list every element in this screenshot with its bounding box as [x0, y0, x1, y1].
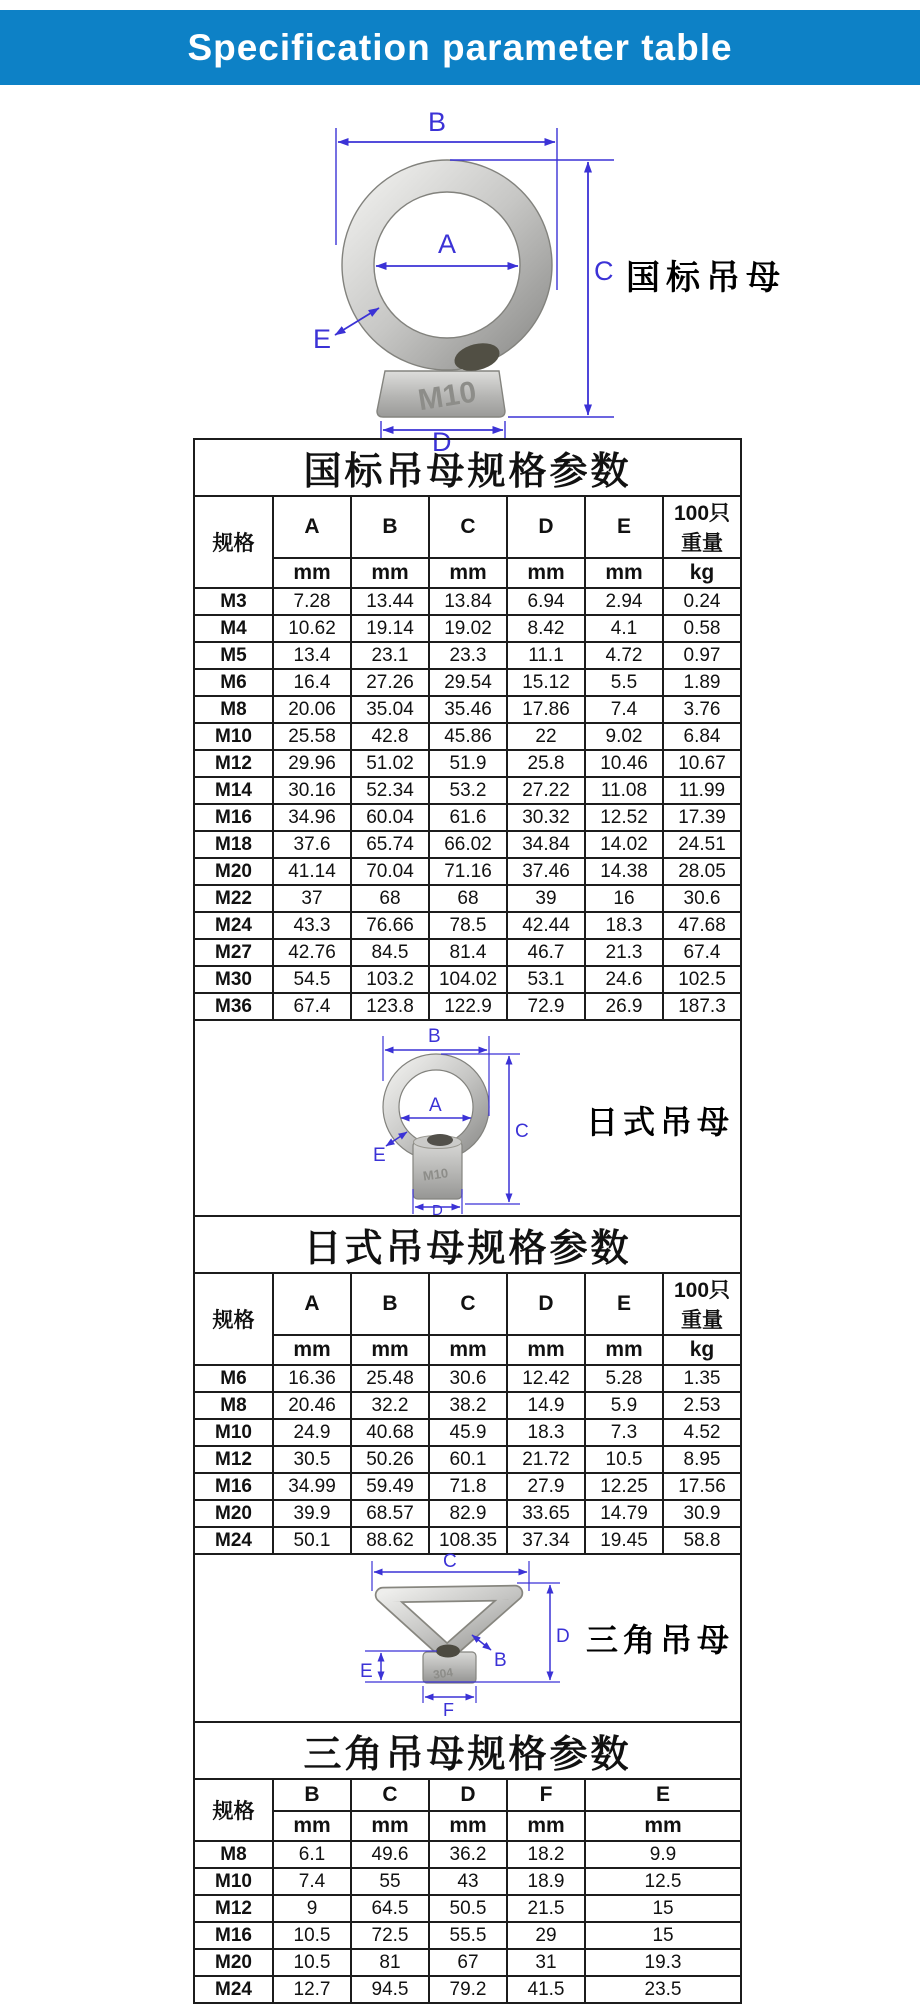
value-cell: 67 — [429, 1949, 507, 1976]
dim-label-e: E — [373, 1145, 386, 1166]
value-cell: 55.5 — [429, 1922, 507, 1949]
value-cell: 78.5 — [429, 912, 507, 939]
table-row — [194, 1895, 741, 1922]
unit-header: mm — [585, 1811, 741, 1841]
dim-label-e: E — [313, 324, 332, 354]
value-cell: 12.5 — [585, 1868, 741, 1895]
value-cell: 37.6 — [273, 831, 351, 858]
spec-cell: M20 — [194, 1949, 273, 1976]
value-cell: 5.5 — [585, 669, 663, 696]
spec-cell: M18 — [194, 831, 273, 858]
value-cell: 187.3 — [663, 993, 741, 1020]
size-marking: M10 — [415, 375, 479, 418]
value-cell: 49.6 — [351, 1841, 429, 1868]
title-banner — [0, 10, 920, 85]
value-cell: 1.89 — [663, 669, 741, 696]
value-cell: 12.25 — [585, 1473, 663, 1500]
column-header: B — [351, 1273, 429, 1335]
value-cell: 25.8 — [507, 750, 585, 777]
value-cell: 68.57 — [351, 1500, 429, 1527]
spec-cell: M24 — [194, 912, 273, 939]
column-header: F — [507, 1779, 585, 1811]
value-cell: 12.42 — [507, 1365, 585, 1392]
value-cell: 14.38 — [585, 858, 663, 885]
value-cell: 72.5 — [351, 1922, 429, 1949]
value-cell: 27.22 — [507, 777, 585, 804]
value-cell: 39 — [507, 885, 585, 912]
value-cell: 0.24 — [663, 588, 741, 615]
value-cell: 5.9 — [585, 1392, 663, 1419]
value-cell: 40.68 — [351, 1419, 429, 1446]
value-cell: 37.34 — [507, 1527, 585, 1554]
value-cell: 45.86 — [429, 723, 507, 750]
value-cell: 71.16 — [429, 858, 507, 885]
value-cell: 24.51 — [663, 831, 741, 858]
value-cell: 34.99 — [273, 1473, 351, 1500]
value-cell: 68 — [429, 885, 507, 912]
spec-cell: M24 — [194, 1527, 273, 1554]
value-cell: 38.2 — [429, 1392, 507, 1419]
value-cell: 58.8 — [663, 1527, 741, 1554]
value-cell: 18.3 — [585, 912, 663, 939]
value-cell: 52.34 — [351, 777, 429, 804]
unit-header: kg — [663, 558, 741, 588]
value-cell: 67.4 — [663, 939, 741, 966]
value-cell: 30.6 — [663, 885, 741, 912]
column-header: A — [273, 1273, 351, 1335]
value-cell: 20.06 — [273, 696, 351, 723]
spec-cell: M6 — [194, 1365, 273, 1392]
unit-header: mm — [507, 1811, 585, 1841]
value-cell: 88.62 — [351, 1527, 429, 1554]
table-row — [194, 1473, 741, 1500]
value-cell: 14.79 — [585, 1500, 663, 1527]
column-header: C — [429, 1273, 507, 1335]
value-cell: 0.97 — [663, 642, 741, 669]
unit-header: mm — [273, 558, 351, 588]
table-title-triangle: 三角吊母规格参数 — [194, 1722, 741, 1779]
spec-tables-stack — [193, 438, 740, 2004]
unit-header: mm — [351, 1335, 429, 1365]
value-cell: 50.5 — [429, 1895, 507, 1922]
spec-cell: M14 — [194, 777, 273, 804]
value-cell: 34.84 — [507, 831, 585, 858]
value-cell: 16.4 — [273, 669, 351, 696]
column-header: C — [429, 496, 507, 558]
value-cell: 13.4 — [273, 642, 351, 669]
value-cell: 30.9 — [663, 1500, 741, 1527]
value-cell: 68 — [351, 885, 429, 912]
value-cell: 21.3 — [585, 939, 663, 966]
table-row — [194, 1527, 741, 1554]
value-cell: 43.3 — [273, 912, 351, 939]
table-row — [194, 804, 741, 831]
value-cell: 5.28 — [585, 1365, 663, 1392]
spec-cell: M3 — [194, 588, 273, 615]
value-cell: 3.76 — [663, 696, 741, 723]
unit-header: mm — [429, 1811, 507, 1841]
value-cell: 13.84 — [429, 588, 507, 615]
value-cell: 21.72 — [507, 1446, 585, 1473]
value-cell: 17.56 — [663, 1473, 741, 1500]
table-row — [194, 1976, 741, 2003]
table-row — [194, 1500, 741, 1527]
value-cell: 15 — [585, 1922, 741, 1949]
table-row — [194, 669, 741, 696]
value-cell: 9.02 — [585, 723, 663, 750]
value-cell: 32.2 — [351, 1392, 429, 1419]
spec-cell: M8 — [194, 1841, 273, 1868]
value-cell: 12.7 — [273, 1976, 351, 2003]
column-header: E — [585, 1273, 663, 1335]
unit-header: mm — [585, 558, 663, 588]
value-cell: 81 — [351, 1949, 429, 1976]
value-cell: 33.65 — [507, 1500, 585, 1527]
threaded-hole — [427, 1134, 453, 1146]
column-header: C — [351, 1779, 429, 1811]
value-cell: 50.26 — [351, 1446, 429, 1473]
column-header: B — [273, 1779, 351, 1811]
value-cell: 0.58 — [663, 615, 741, 642]
table-row — [194, 1365, 741, 1392]
value-cell: 15.12 — [507, 669, 585, 696]
figure-japanese-eye-nut — [194, 1020, 741, 1219]
value-cell: 4.52 — [663, 1419, 741, 1446]
value-cell: 71.8 — [429, 1473, 507, 1500]
dim-label-a: A — [429, 1095, 442, 1116]
spec-cell: M12 — [194, 1895, 273, 1922]
spec-cell: M22 — [194, 885, 273, 912]
value-cell: 103.2 — [351, 966, 429, 993]
value-cell: 23.3 — [429, 642, 507, 669]
value-cell: 16.36 — [273, 1365, 351, 1392]
value-cell: 19.3 — [585, 1949, 741, 1976]
value-cell: 65.74 — [351, 831, 429, 858]
value-cell: 28.05 — [663, 858, 741, 885]
value-cell: 30.5 — [273, 1446, 351, 1473]
value-cell: 7.4 — [273, 1868, 351, 1895]
value-cell: 24.6 — [585, 966, 663, 993]
spec-cell: M16 — [194, 1922, 273, 1949]
table-body-triangle — [194, 1841, 741, 2003]
column-header-weight: 100只重量 — [663, 1273, 741, 1335]
unit-header: mm — [507, 1335, 585, 1365]
value-cell: 27.26 — [351, 669, 429, 696]
value-cell: 30.32 — [507, 804, 585, 831]
value-cell: 50.1 — [273, 1527, 351, 1554]
value-cell: 122.9 — [429, 993, 507, 1020]
table-row — [194, 939, 741, 966]
value-cell: 9 — [273, 1895, 351, 1922]
spec-cell: M16 — [194, 804, 273, 831]
column-header-spec: 规格 — [194, 1273, 273, 1365]
value-cell: 30.6 — [429, 1365, 507, 1392]
dim-label-c: C — [594, 256, 614, 286]
value-cell: 8.95 — [663, 1446, 741, 1473]
value-cell: 29.96 — [273, 750, 351, 777]
value-cell: 18.2 — [507, 1841, 585, 1868]
value-cell: 29.54 — [429, 669, 507, 696]
figure-caption-japanese: 日式吊母 — [586, 1104, 735, 1140]
table-row — [194, 777, 741, 804]
size-marking: 304 — [432, 1665, 454, 1682]
table-row — [194, 642, 741, 669]
spec-cell: M5 — [194, 642, 273, 669]
spec-cell: M20 — [194, 1500, 273, 1527]
value-cell: 53.2 — [429, 777, 507, 804]
unit-header: mm — [351, 1811, 429, 1841]
unit-header: mm — [585, 1335, 663, 1365]
dim-label-b: B — [494, 1650, 507, 1671]
value-cell: 17.39 — [663, 804, 741, 831]
column-header: D — [507, 1273, 585, 1335]
value-cell: 25.48 — [351, 1365, 429, 1392]
dim-label-e: E — [360, 1661, 373, 1682]
unit-header: mm — [273, 1811, 351, 1841]
value-cell: 60.04 — [351, 804, 429, 831]
value-cell: 6.94 — [507, 588, 585, 615]
spec-cell: M36 — [194, 993, 273, 1020]
spec-cell: M12 — [194, 750, 273, 777]
value-cell: 60.1 — [429, 1446, 507, 1473]
value-cell: 42.44 — [507, 912, 585, 939]
value-cell: 37.46 — [507, 858, 585, 885]
table-row — [194, 1392, 741, 1419]
value-cell: 108.35 — [429, 1527, 507, 1554]
table-row — [194, 696, 741, 723]
value-cell: 7.4 — [585, 696, 663, 723]
threaded-hole — [436, 1645, 460, 1658]
value-cell: 7.3 — [585, 1419, 663, 1446]
spec-cell: M12 — [194, 1446, 273, 1473]
dim-label-d: D — [432, 427, 452, 457]
table-row — [194, 723, 741, 750]
value-cell: 1.35 — [663, 1365, 741, 1392]
value-cell: 19.02 — [429, 615, 507, 642]
table-row — [194, 993, 741, 1020]
value-cell: 29 — [507, 1922, 585, 1949]
value-cell: 11.1 — [507, 642, 585, 669]
column-header: E — [585, 1779, 741, 1811]
table-body-japanese — [194, 1365, 741, 1554]
value-cell: 43 — [429, 1868, 507, 1895]
value-cell: 4.1 — [585, 615, 663, 642]
value-cell: 10.5 — [273, 1922, 351, 1949]
unit-header: mm — [273, 1335, 351, 1365]
spec-cell: M16 — [194, 1473, 273, 1500]
dim-label-d: D — [556, 1626, 570, 1647]
value-cell: 10.67 — [663, 750, 741, 777]
value-cell: 70.04 — [351, 858, 429, 885]
value-cell: 84.5 — [351, 939, 429, 966]
value-cell: 11.08 — [585, 777, 663, 804]
table-row — [194, 1446, 741, 1473]
value-cell: 31 — [507, 1949, 585, 1976]
value-cell: 47.68 — [663, 912, 741, 939]
value-cell: 54.5 — [273, 966, 351, 993]
table-body-national — [194, 588, 741, 1020]
dim-label-a: A — [438, 229, 457, 259]
spec-cell: M6 — [194, 669, 273, 696]
value-cell: 2.94 — [585, 588, 663, 615]
value-cell: 16 — [585, 885, 663, 912]
value-cell: 41.5 — [507, 1976, 585, 2003]
value-cell: 81.4 — [429, 939, 507, 966]
value-cell: 11.99 — [663, 777, 741, 804]
value-cell: 21.5 — [507, 1895, 585, 1922]
value-cell: 14.9 — [507, 1392, 585, 1419]
value-cell: 39.9 — [273, 1500, 351, 1527]
table-row — [194, 1841, 741, 1868]
value-cell: 14.02 — [585, 831, 663, 858]
value-cell: 19.14 — [351, 615, 429, 642]
unit-header: mm — [429, 558, 507, 588]
spec-cell: M10 — [194, 1419, 273, 1446]
value-cell: 34.96 — [273, 804, 351, 831]
table-row — [194, 912, 741, 939]
value-cell: 41.14 — [273, 858, 351, 885]
unit-header: mm — [351, 558, 429, 588]
table-row — [194, 588, 741, 615]
value-cell: 18.9 — [507, 1868, 585, 1895]
spec-cell: M10 — [194, 1868, 273, 1895]
value-cell: 53.1 — [507, 966, 585, 993]
value-cell: 67.4 — [273, 993, 351, 1020]
value-cell: 4.72 — [585, 642, 663, 669]
value-cell: 13.44 — [351, 588, 429, 615]
table-title-national: 国标吊母规格参数 — [194, 439, 741, 496]
value-cell: 2.53 — [663, 1392, 741, 1419]
spec-cell: M30 — [194, 966, 273, 993]
figure-triangle-eye-nut — [194, 1551, 741, 1722]
table-row — [194, 1949, 741, 1976]
unit-header: mm — [507, 558, 585, 588]
value-cell: 22 — [507, 723, 585, 750]
dim-label-b: B — [428, 107, 447, 137]
value-cell: 66.02 — [429, 831, 507, 858]
value-cell: 72.9 — [507, 993, 585, 1020]
value-cell: 7.28 — [273, 588, 351, 615]
spec-cell: M27 — [194, 939, 273, 966]
value-cell: 10.62 — [273, 615, 351, 642]
value-cell: 55 — [351, 1868, 429, 1895]
value-cell: 35.04 — [351, 696, 429, 723]
table-title-japanese: 日式吊母规格参数 — [194, 1216, 741, 1273]
value-cell: 79.2 — [429, 1976, 507, 2003]
column-header: E — [585, 496, 663, 558]
figure-caption-triangle: 三角吊母 — [586, 1622, 735, 1658]
value-cell: 20.46 — [273, 1392, 351, 1419]
metal-ring — [358, 176, 536, 354]
table-row — [194, 831, 741, 858]
dim-label-d: D — [432, 1202, 443, 1219]
spec-table — [193, 438, 742, 2004]
spec-cell: M4 — [194, 615, 273, 642]
value-cell: 23.5 — [585, 1976, 741, 2003]
table-row — [194, 858, 741, 885]
value-cell: 37 — [273, 885, 351, 912]
column-header-spec: 规格 — [194, 496, 273, 588]
table-row — [194, 1868, 741, 1895]
unit-header: mm — [429, 1335, 507, 1365]
spec-cell: M10 — [194, 723, 273, 750]
column-header: A — [273, 496, 351, 558]
column-header: D — [507, 496, 585, 558]
table-row — [194, 966, 741, 993]
dim-label-c: C — [443, 1551, 457, 1572]
value-cell: 94.5 — [351, 1976, 429, 2003]
value-cell: 51.02 — [351, 750, 429, 777]
value-cell: 36.2 — [429, 1841, 507, 1868]
value-cell: 12.52 — [585, 804, 663, 831]
value-cell: 8.42 — [507, 615, 585, 642]
table-row — [194, 1922, 741, 1949]
value-cell: 23.1 — [351, 642, 429, 669]
value-cell: 104.02 — [429, 966, 507, 993]
value-cell: 15 — [585, 1895, 741, 1922]
value-cell: 82.9 — [429, 1500, 507, 1527]
value-cell: 26.9 — [585, 993, 663, 1020]
value-cell: 59.49 — [351, 1473, 429, 1500]
dim-label-b: B — [428, 1026, 441, 1047]
column-header-spec: 规格 — [194, 1779, 273, 1841]
table-row — [194, 885, 741, 912]
table-row — [194, 1419, 741, 1446]
value-cell: 45.9 — [429, 1419, 507, 1446]
value-cell: 18.3 — [507, 1419, 585, 1446]
spec-cell: M20 — [194, 858, 273, 885]
value-cell: 51.9 — [429, 750, 507, 777]
value-cell: 30.16 — [273, 777, 351, 804]
table-row — [194, 615, 741, 642]
value-cell: 25.58 — [273, 723, 351, 750]
column-header-weight: 100只重量 — [663, 496, 741, 558]
value-cell: 6.1 — [273, 1841, 351, 1868]
unit-header: kg — [663, 1335, 741, 1365]
value-cell: 123.8 — [351, 993, 429, 1020]
value-cell: 10.5 — [585, 1446, 663, 1473]
dim-label-c: C — [515, 1121, 529, 1142]
spec-cell: M8 — [194, 1392, 273, 1419]
spec-cell: M8 — [194, 696, 273, 723]
page-title: Specification parameter table — [187, 26, 733, 68]
value-cell: 35.46 — [429, 696, 507, 723]
dim-label-f: F — [443, 1700, 454, 1720]
value-cell: 24.9 — [273, 1419, 351, 1446]
column-header: D — [429, 1779, 507, 1811]
value-cell: 102.5 — [663, 966, 741, 993]
value-cell: 10.5 — [273, 1949, 351, 1976]
value-cell: 10.46 — [585, 750, 663, 777]
value-cell: 27.9 — [507, 1473, 585, 1500]
value-cell: 61.6 — [429, 804, 507, 831]
value-cell: 42.76 — [273, 939, 351, 966]
value-cell: 9.9 — [585, 1841, 741, 1868]
value-cell: 19.45 — [585, 1527, 663, 1554]
spec-cell: M24 — [194, 1976, 273, 2003]
value-cell: 42.8 — [351, 723, 429, 750]
figure-caption-national: 国标吊母 — [626, 259, 786, 297]
value-cell: 17.86 — [507, 696, 585, 723]
value-cell: 6.84 — [663, 723, 741, 750]
table-row — [194, 750, 741, 777]
value-cell: 76.66 — [351, 912, 429, 939]
size-marking: M10 — [422, 1165, 450, 1184]
value-cell: 64.5 — [351, 1895, 429, 1922]
column-header: B — [351, 496, 429, 558]
value-cell: 46.7 — [507, 939, 585, 966]
